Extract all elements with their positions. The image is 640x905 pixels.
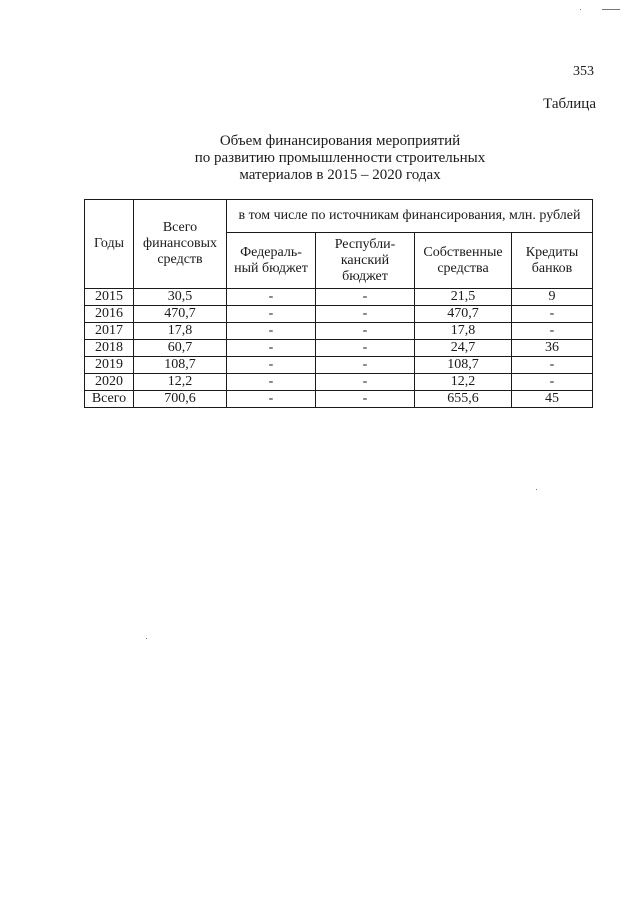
cell-republic: - (316, 340, 415, 357)
cell-total: 700,6 (134, 391, 227, 408)
table-label: Таблица (543, 96, 596, 112)
cell-year: 2016 (85, 306, 134, 323)
title-line-3: материалов в 2015 – 2020 годах (239, 167, 441, 183)
table-row (85, 289, 593, 306)
cell-banks: 45 (512, 391, 593, 408)
table-row (85, 306, 593, 323)
cell-federal: - (227, 374, 316, 391)
header-banks: Кредиты банков (512, 233, 593, 289)
title-line-1: Объем финансирования мероприятий (219, 133, 461, 149)
header-years: Годы (85, 200, 134, 289)
cell-republic: - (316, 391, 415, 408)
cell-own: 655,6 (415, 391, 512, 408)
cell-year: 2015 (85, 289, 134, 306)
cell-federal: - (227, 306, 316, 323)
cell-republic: - (316, 374, 415, 391)
cell-banks: 36 (512, 340, 593, 357)
table-row (85, 340, 593, 357)
table-row (85, 323, 593, 340)
table-row (85, 391, 593, 408)
cell-own: 17,8 (415, 323, 512, 340)
cell-own: 108,7 (415, 357, 512, 374)
header-own: Собственные средства (415, 233, 512, 289)
cell-total: 108,7 (134, 357, 227, 374)
cell-year: Всего (85, 391, 134, 408)
page-number: 353 (573, 64, 594, 79)
cell-republic: - (316, 306, 415, 323)
cell-total: 470,7 (134, 306, 227, 323)
cell-own: 21,5 (415, 289, 512, 306)
cell-federal: - (227, 323, 316, 340)
cell-year: 2017 (85, 323, 134, 340)
scan-speck (536, 489, 537, 490)
title-line-2: по развитию промышленности строительных (194, 150, 486, 166)
cell-banks: - (512, 323, 593, 340)
document-title (0, 133, 640, 184)
cell-republic: - (316, 323, 415, 340)
cell-federal: - (227, 340, 316, 357)
header-total: Всего финансовых средств (134, 200, 227, 289)
table-row (85, 374, 593, 391)
scan-speck (602, 9, 620, 10)
cell-total: 17,8 (134, 323, 227, 340)
header-federal: Федераль-ный бюджет (227, 233, 316, 289)
cell-year: 2020 (85, 374, 134, 391)
cell-banks: 9 (512, 289, 593, 306)
cell-banks: - (512, 306, 593, 323)
cell-own: 12,2 (415, 374, 512, 391)
cell-total: 60,7 (134, 340, 227, 357)
cell-federal: - (227, 357, 316, 374)
scan-speck (146, 638, 147, 639)
scan-speck (580, 9, 581, 10)
cell-year: 2018 (85, 340, 134, 357)
cell-republic: - (316, 289, 415, 306)
cell-republic: - (316, 357, 415, 374)
financing-table (84, 199, 593, 408)
cell-own: 470,7 (415, 306, 512, 323)
cell-own: 24,7 (415, 340, 512, 357)
cell-federal: - (227, 391, 316, 408)
header-sources-group: в том числе по источникам финансирования, млн. рублей (227, 200, 593, 233)
cell-total: 12,2 (134, 374, 227, 391)
cell-year: 2019 (85, 357, 134, 374)
cell-banks: - (512, 357, 593, 374)
cell-total: 30,5 (134, 289, 227, 306)
cell-banks: - (512, 374, 593, 391)
cell-federal: - (227, 289, 316, 306)
header-republic: Республи-канский бюджет (316, 233, 415, 289)
table-row (85, 357, 593, 374)
